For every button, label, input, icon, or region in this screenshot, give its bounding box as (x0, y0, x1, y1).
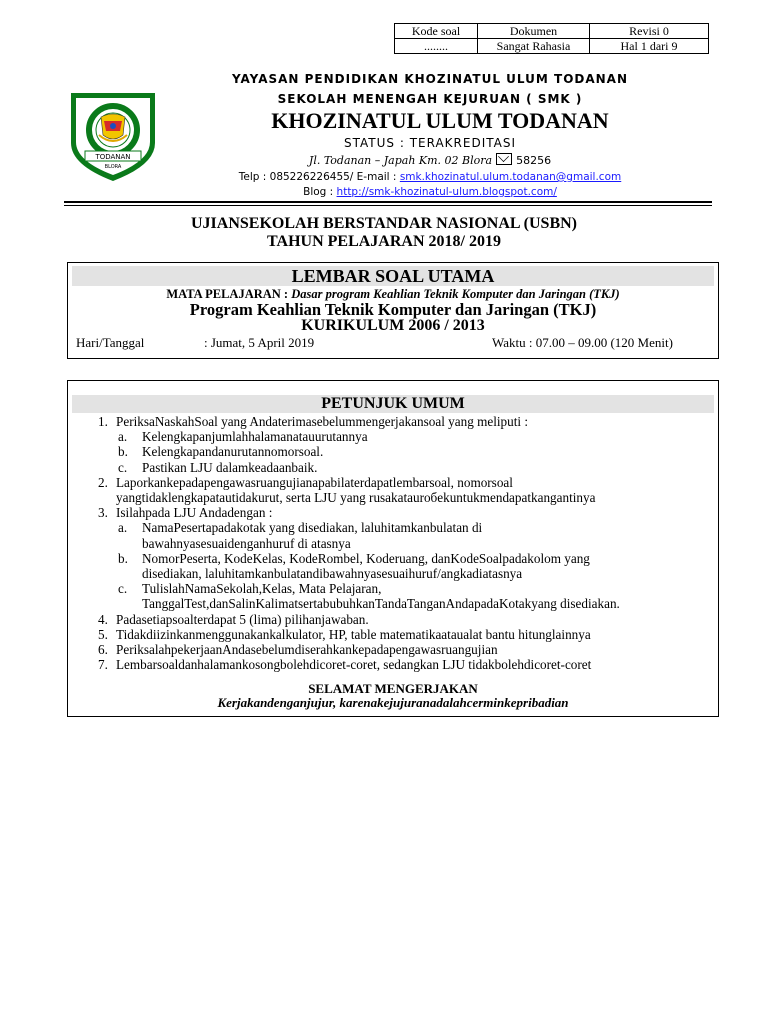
postcode: 58256 (516, 154, 552, 167)
instruction-text: NamaPesertapadakotak yang disediakan, laluhitamkanbulatan di (142, 520, 483, 536)
instruction-text: yangtidaklengkapatautidakurut, serta LJU yang rusakatauroбekuntukmendapatkangantinya (116, 490, 596, 505)
instruction-number: a. (118, 429, 128, 445)
instruction-text: TanggalTest,danSalinKalimatsertabubuhkanTandaTanganAndapadaKotakyang disediakan. (142, 596, 620, 612)
meta-header-revision: Revisi 0 (590, 24, 709, 39)
instructions-box (67, 380, 719, 717)
school-address-line (60, 153, 768, 167)
foundation-name: YAYASAN PENDIDIKAN KHOZINATUL ULUM TODANAN (231, 72, 629, 86)
curriculum: KURIKULUM 2006 / 2013 (301, 317, 485, 334)
instruction-text: Isilahpada LJU Andadengan : (116, 505, 273, 521)
day-label: Hari/Tanggal (76, 335, 145, 350)
header-divider-thin (64, 205, 712, 206)
instructions-title: PETUNJUK UMUM (321, 395, 465, 412)
school-address: Jl. Todanan – Japah Km. 02 Blora (308, 154, 493, 167)
sheet-title: LEMBAR SOAL UTAMA (291, 266, 495, 286)
instruction-text: Kelengkapandanurutannomorsoal. (142, 444, 324, 460)
closing-text: SELAMAT MENGERJAKAN (308, 681, 478, 696)
logo-sub-text: BLORA (104, 164, 122, 170)
school-name: KHOZINATUL ULUM TODANAN (271, 108, 609, 133)
blog-label: Blog : (303, 186, 337, 198)
instruction-text: PeriksalahpekerjaanAndasebelumdiserahkankepadapengawasruangujian (116, 642, 498, 657)
meta-header-row (395, 24, 709, 39)
subject-name: Dasar program Keahlian Teknik Komputer dan Jaringan (TKJ) (291, 287, 620, 301)
meta-value-row (395, 39, 709, 54)
instruction-text: Tidakdiizinkanmenggunakankalkulator, HP, table matematikaataualat bantu hitunglainnya (116, 626, 591, 642)
logo-banner-text: TODANAN (95, 153, 131, 161)
meta-header-document: Dokumen (478, 24, 590, 39)
phone-text: Telp : 085226226455/ E-mail : (238, 171, 400, 183)
instruction-number: a. (118, 520, 128, 536)
instruction-text: Laporkankepadapengawasruangujianapabilaterdapatlembarsoal, nomorsoal (116, 474, 513, 490)
instruction-number: b. (118, 444, 128, 460)
instruction-number: 2. (98, 474, 108, 490)
meta-header-code: Kode soal (395, 24, 478, 39)
instruction-text: NomorPeserta, KodeKelas, KodeRombel, Koderuang, danKodeSoalpadakolom yang (142, 550, 590, 566)
instruction-number: 1. (98, 414, 108, 429)
instruction-text: Pastikan LJU dalamkeadaanbaik. (142, 459, 318, 475)
meta-value-document: Sangat Rahasia (478, 39, 590, 54)
exam-title: UJIANSEKOLAH BERSTANDAR NASIONAL (USBN) (191, 215, 577, 232)
instruction-number: b. (118, 550, 128, 566)
contact-line (60, 171, 768, 183)
program-name: Program Keahlian Teknik Komputer dan Jaringan (TKJ) (189, 300, 597, 319)
instruction-number: 3. (98, 505, 108, 521)
instruction-number: 6. (98, 642, 108, 657)
instruction-number: c. (118, 581, 128, 597)
instruction-number: 4. (98, 611, 108, 627)
instruction-number: 5. (98, 626, 108, 642)
blog-link[interactable]: http://smk-khozinatul-ulum.blogspot.com/ (336, 186, 557, 198)
envelope-icon (496, 153, 512, 165)
day-value: : Jumat, 5 April 2019 (204, 335, 315, 350)
instruction-text: bawahnyasesuaidenganhuruf di atasnya (142, 535, 351, 551)
instruction-number: c. (118, 459, 128, 475)
exam-year: TAHUN PELAJARAN 2018/ 2019 (267, 233, 501, 250)
blog-line (60, 186, 768, 198)
subject-label: MATA PELAJARAN : (166, 287, 292, 301)
accreditation-status: STATUS : TERAKREDITASI (344, 136, 516, 150)
email-link[interactable]: smk.khozinatul.ulum.todanan@gmail.com (399, 171, 622, 183)
motto-text: Kerjakandenganjujur, karenakejujuranadalahcerminkepribadian (217, 695, 569, 710)
exam-info-box (67, 262, 719, 359)
instruction-number: 7. (98, 657, 108, 673)
time-info: Waktu : 07.00 – 09.00 (120 Menit) (492, 335, 673, 350)
meta-value-page: Hal 1 dari 9 (590, 39, 709, 54)
instruction-text: TulislahNamaSekolah,Kelas, Mata Pelajaran, (142, 581, 382, 597)
school-level: SEKOLAH MENENGAH KEJURUAN ( SMK ) (277, 92, 583, 106)
instruction-text: Kelengkapanjumlahhalamanatauurutannya (142, 429, 368, 445)
instruction-text: Padasetiapsoalterdapat 5 (lima) pilihanjawaban. (116, 611, 369, 627)
meta-value-code: ........ (395, 39, 478, 54)
instruction-text: PeriksaNaskahSoal yang Andaterimasebelummengerjakansoal yang meliputi : (116, 414, 528, 429)
header-divider-thick (64, 201, 712, 203)
instruction-text: Lembarsoaldanhalamankosongbolehdicoret-coret, sedangkan LJU tidakbolehdicoret-coret (116, 657, 592, 673)
instruction-text: disediakan, laluhitamkanbulatandibawahnyasesuaihuruf/angkadiatasnya (142, 566, 523, 581)
document-meta-table (394, 23, 709, 54)
